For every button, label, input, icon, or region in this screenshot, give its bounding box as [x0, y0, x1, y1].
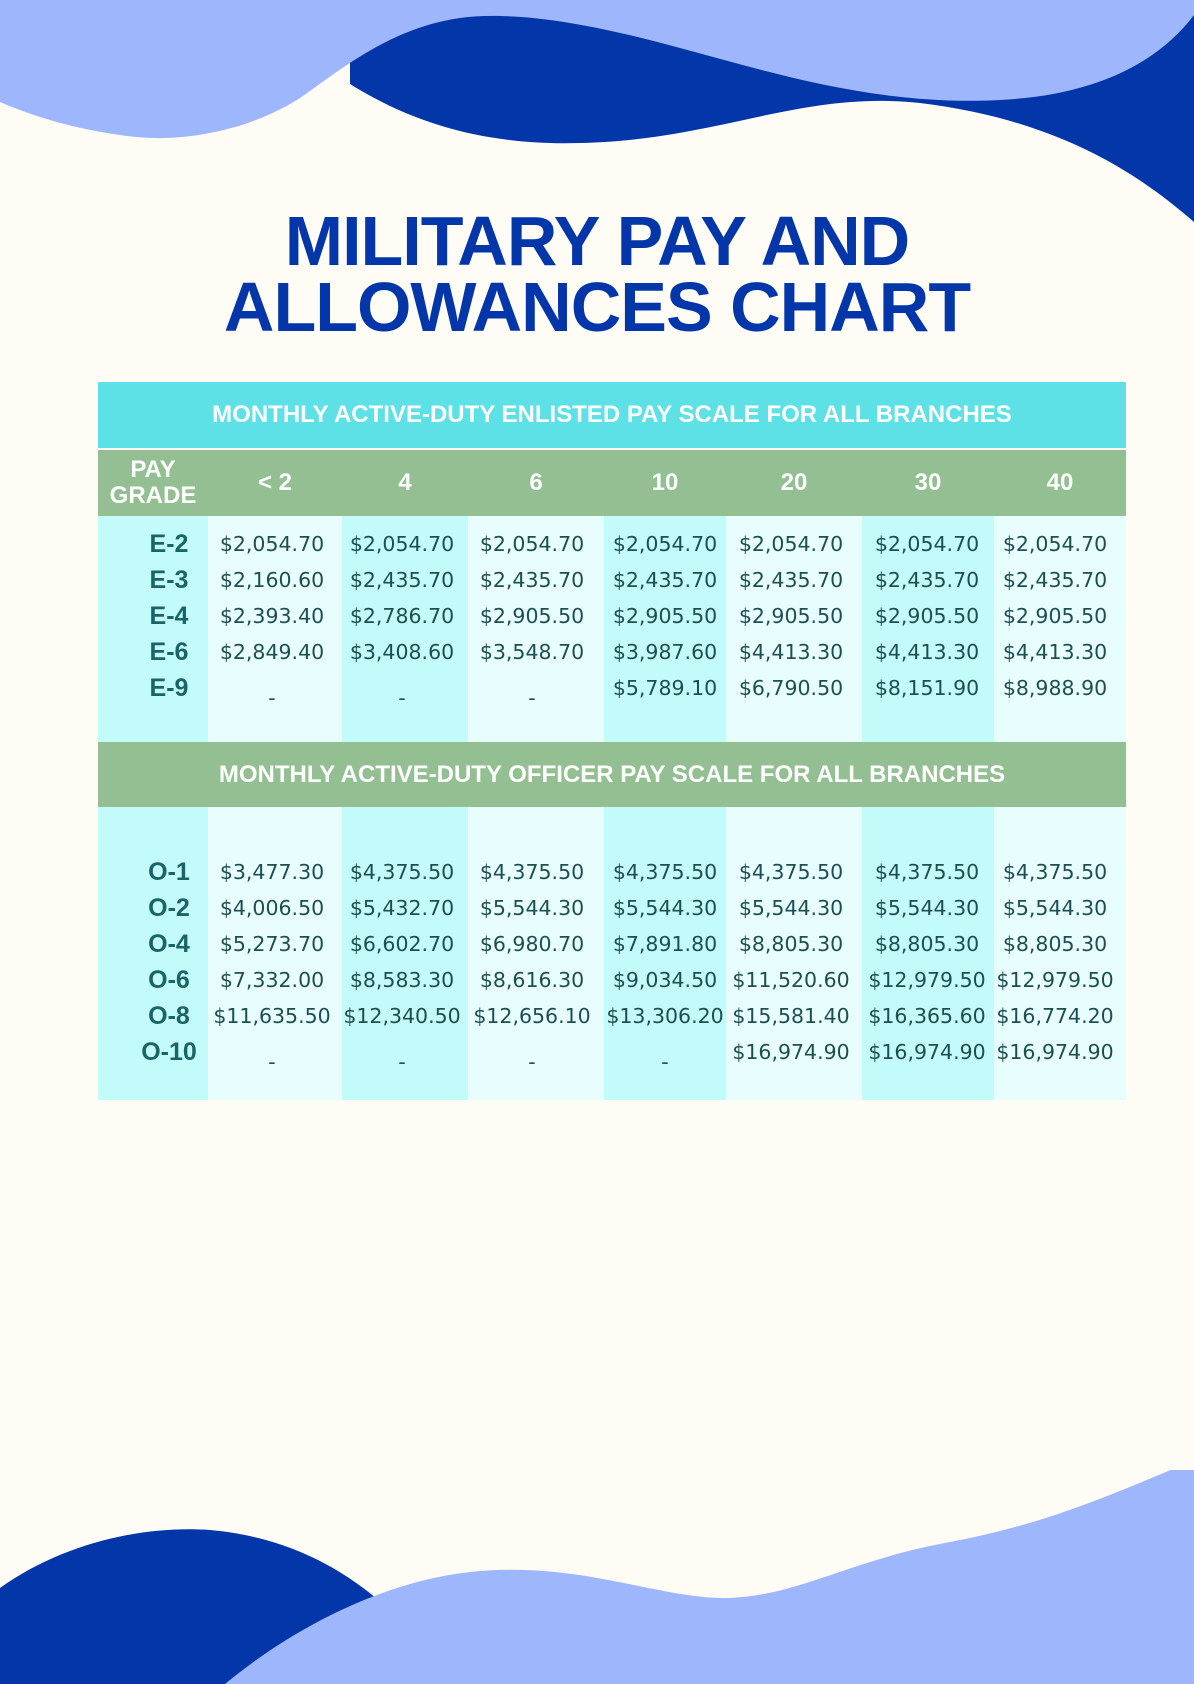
pay-cell: $4,413.30	[874, 640, 980, 664]
pay-cell: $16,974.90	[732, 1040, 850, 1064]
row-pay-grade: O-2	[148, 894, 190, 922]
pay-cell: $2,160.60	[219, 568, 325, 592]
pay-cell: $5,544.30	[612, 896, 718, 920]
row-pay-grade: E-9	[149, 674, 189, 702]
column-header-years: 6	[529, 469, 543, 496]
pay-cell: $5,789.10	[612, 676, 718, 700]
pay-cell: $2,435.70	[1002, 568, 1108, 592]
column-header-years: 10	[651, 469, 679, 496]
row-pay-grade: O-1	[148, 858, 190, 886]
pay-cell: $8,805.30	[1002, 932, 1108, 956]
page-title	[0, 202, 1194, 346]
top-wave-decoration	[0, 0, 1194, 230]
pay-cell: $8,805.30	[874, 932, 980, 956]
officer-section-heading: MONTHLY ACTIVE-DUTY OFFICER PAY SCALE FOR ALL BRANCHES	[98, 742, 1126, 807]
pay-cell: -	[398, 1050, 406, 1074]
pay-cell: $6,790.50	[738, 676, 844, 700]
column-header-years: 20	[780, 469, 808, 496]
pay-cell: $7,891.80	[612, 932, 718, 956]
row-pay-grade: E-2	[149, 530, 189, 558]
pay-cell: $13,306.20	[606, 1004, 724, 1028]
pay-cell: $15,581.40	[732, 1004, 850, 1028]
bottom-wave-light	[225, 1470, 1194, 1684]
pay-cell: $4,375.50	[349, 860, 455, 884]
pay-cell: $3,408.60	[349, 640, 455, 664]
enlisted-section-heading: MONTHLY ACTIVE-DUTY ENLISTED PAY SCALE FOR ALL BRANCHES	[98, 382, 1126, 448]
pay-cell: $2,849.40	[219, 640, 325, 664]
pay-cell: $2,054.70	[738, 532, 844, 556]
pay-cell: $2,054.70	[1002, 532, 1108, 556]
pay-cell: $2,786.70	[349, 604, 455, 628]
pay-cell: $2,905.50	[1002, 604, 1108, 628]
pay-cell: $4,375.50	[1002, 860, 1108, 884]
pay-cell: $16,774.20	[996, 1004, 1114, 1028]
pay-cell: $3,987.60	[612, 640, 718, 664]
pay-cell: $2,905.50	[612, 604, 718, 628]
row-pay-grade: O-10	[141, 1038, 197, 1066]
pay-cell: -	[528, 686, 536, 710]
pay-cell: $2,435.70	[612, 568, 718, 592]
pay-cell: $6,602.70	[349, 932, 455, 956]
pay-cell: $5,544.30	[1002, 896, 1108, 920]
row-pay-grade: E-3	[149, 566, 189, 594]
pay-cell: $16,365.60	[868, 1004, 986, 1028]
pay-cell: $8,583.30	[349, 968, 455, 992]
pay-cell: $2,435.70	[874, 568, 980, 592]
title-line-1: MILITARY PAY AND	[284, 202, 910, 280]
pay-cell: $4,413.30	[738, 640, 844, 664]
pay-cell: $3,477.30	[219, 860, 325, 884]
pay-cell: $4,375.50	[874, 860, 980, 884]
pay-cell: $8,151.90	[874, 676, 980, 700]
column-header-row	[98, 450, 1126, 516]
pay-cell: $8,616.30	[479, 968, 585, 992]
row-pay-grade: O-4	[148, 930, 190, 958]
pay-cell: $2,393.40	[219, 604, 325, 628]
pay-cell: $12,979.50	[868, 968, 986, 992]
pay-cell: -	[661, 1050, 669, 1074]
pay-cell: $2,905.50	[479, 604, 585, 628]
column-header-years: < 2	[257, 469, 293, 496]
pay-cell: $5,544.30	[738, 896, 844, 920]
pay-cell: $6,980.70	[479, 932, 585, 956]
column-header-pay-grade: PAY GRADE	[109, 456, 197, 509]
pay-cell: $7,332.00	[219, 968, 325, 992]
pay-cell: $8,988.90	[1002, 676, 1108, 700]
title-line-2: ALLOWANCES CHART	[223, 268, 971, 346]
pay-cell: -	[398, 686, 406, 710]
pay-cell: $4,413.30	[1002, 640, 1108, 664]
pay-cell: $2,435.70	[349, 568, 455, 592]
pay-cell: $9,034.50	[612, 968, 718, 992]
pay-cell: $4,006.50	[219, 896, 325, 920]
column-header-years: 4	[398, 469, 412, 496]
pay-cell: $8,805.30	[738, 932, 844, 956]
pay-cell: $5,544.30	[874, 896, 980, 920]
pay-cell: $2,054.70	[874, 532, 980, 556]
pay-cell: $5,432.70	[349, 896, 455, 920]
pay-cell: $16,974.90	[996, 1040, 1114, 1064]
pay-cell: $4,375.50	[738, 860, 844, 884]
pay-cell: $2,435.70	[738, 568, 844, 592]
pay-cell: $2,054.70	[219, 532, 325, 556]
pay-cell: $11,635.50	[213, 1004, 331, 1028]
pay-cell: $5,544.30	[479, 896, 585, 920]
bottom-wave-decoration	[0, 1470, 1194, 1684]
pay-cell: -	[268, 1050, 276, 1074]
pay-cell: $2,054.70	[349, 532, 455, 556]
pay-cell: $2,054.70	[612, 532, 718, 556]
pay-cell: $2,054.70	[479, 532, 585, 556]
row-pay-grade: O-6	[148, 966, 190, 994]
pay-cell: $12,656.10	[473, 1004, 591, 1028]
row-pay-grade: E-6	[149, 638, 189, 666]
pay-cell: $5,273.70	[219, 932, 325, 956]
row-pay-grade: E-4	[149, 602, 189, 630]
pay-cell: $3,548.70	[479, 640, 585, 664]
row-pay-grade: O-8	[148, 1002, 190, 1030]
pay-cell: $2,435.70	[479, 568, 585, 592]
column-header-years: 30	[914, 469, 942, 496]
pay-cell: $4,375.50	[479, 860, 585, 884]
pay-cell: $11,520.60	[732, 968, 850, 992]
pay-cell: $4,375.50	[612, 860, 718, 884]
column-header-years: 40	[1046, 469, 1074, 496]
pay-cell: $2,905.50	[874, 604, 980, 628]
pay-cell: $2,905.50	[738, 604, 844, 628]
pay-cell: $12,340.50	[343, 1004, 461, 1028]
pay-cell: $12,979.50	[996, 968, 1114, 992]
pay-cell: $16,974.90	[868, 1040, 986, 1064]
pay-cell: -	[528, 1050, 536, 1074]
pay-cell: -	[268, 686, 276, 710]
